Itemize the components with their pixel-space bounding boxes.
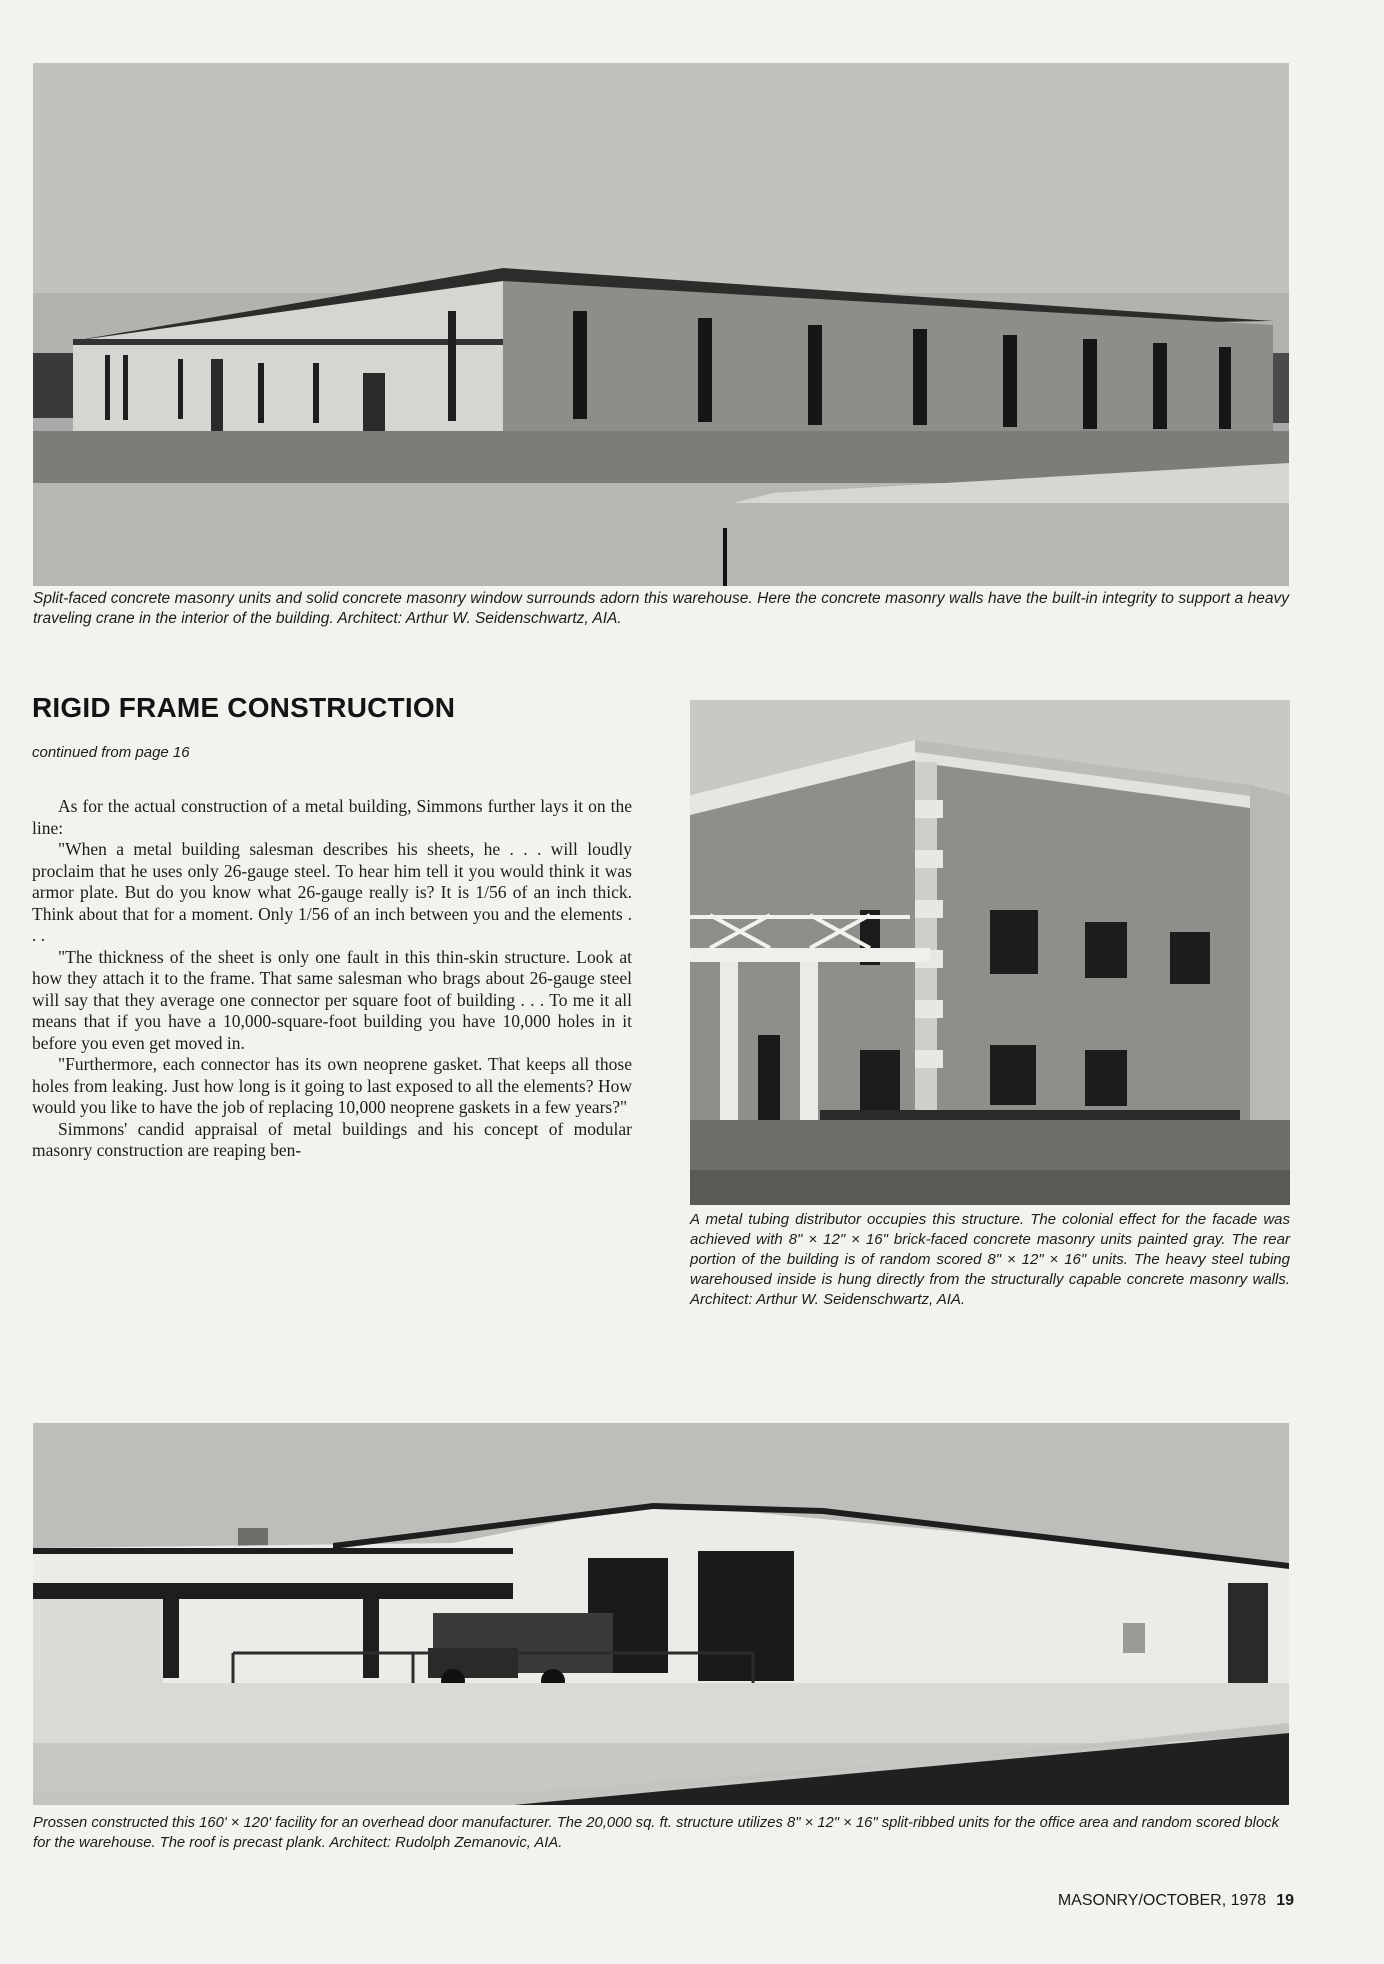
- page-number: 19: [1276, 1892, 1294, 1909]
- warehouse-photo: [33, 63, 1289, 586]
- article-body: [32, 796, 632, 1162]
- colonial-building-caption: A metal tubing distributor occupies this structure. The colonial effect for the facade was achieved with 8" × 12" × 16" brick-faced concrete masonry units painted gray. The rear portion of the building is of random scored 8" × 12" × 16" units. The heavy steel tubing warehoused inside is hung directly from the structurally capable concrete masonry walls. Architect: Arthur W. Seidenschwartz, AIA.: [690, 1211, 1290, 1308]
- body-paragraph: As for the actual construction of a metal building, Simmons further lays it on the line:: [32, 796, 632, 838]
- colonial-building-photo: [690, 700, 1290, 1205]
- body-paragraph: Simmons' candid appraisal of metal buildings and his concept of modular masonry construction are reaping ben-: [32, 1118, 632, 1160]
- article-heading: RIGID FRAME CONSTRUCTION: [32, 692, 456, 723]
- publication-line: MASONRY/OCTOBER, 1978: [1057, 1892, 1267, 1909]
- page-footer: [1058, 1892, 1294, 1910]
- continued-note: continued from page 16: [32, 744, 190, 761]
- body-paragraph: "The thickness of the sheet is only one fault in this thin-skin structure. Look at how they attach it to the frame. That same salesman who brags about 26-gauge steel will say that they average one connector per square foot of building . . . To me it all means that if you have a 10,000-square-foot building you have 10,000 holes in it before you even get moved in.: [32, 946, 632, 1053]
- body-paragraph: "When a metal building salesman describes his sheets, he . . . will loudly proclaim that he uses only 26-gauge steel. To hear him tell it you would think it was armor plate. But do you know what 26-gauge really is? It is 1/56 of an inch thick. Think about that for a moment. Only 1/56 of an inch between you and the elements . . .: [32, 839, 632, 945]
- overhead-door-facility-caption: Prossen constructed this 160' × 120' facility for an overhead door manufacturer. The 20,000 sq. ft. structure utilizes 8" × 12" × 16" split-ribbed units for the office area and random scored block for the warehouse. The roof is precast plank. Architect: Rudolph Zemanovic, AIA.: [33, 1815, 1279, 1851]
- overhead-door-facility-photo: [33, 1423, 1289, 1805]
- warehouse-caption: Split-faced concrete masonry units and solid concrete masonry window surrounds adorn this warehouse. Here the concrete masonry walls have the built-in integrity to support a heavy traveling crane in the interior of the building. Architect: Arthur W. Seidenschwartz, AIA.: [33, 590, 1289, 627]
- body-paragraph: "Furthermore, each connector has its own neoprene gasket. That keeps all those holes from leaking. Just how long is it going to last exposed to all the elements? How would you like to have the job of replacing 10,000 neoprene gaskets in a few years?": [32, 1054, 632, 1117]
